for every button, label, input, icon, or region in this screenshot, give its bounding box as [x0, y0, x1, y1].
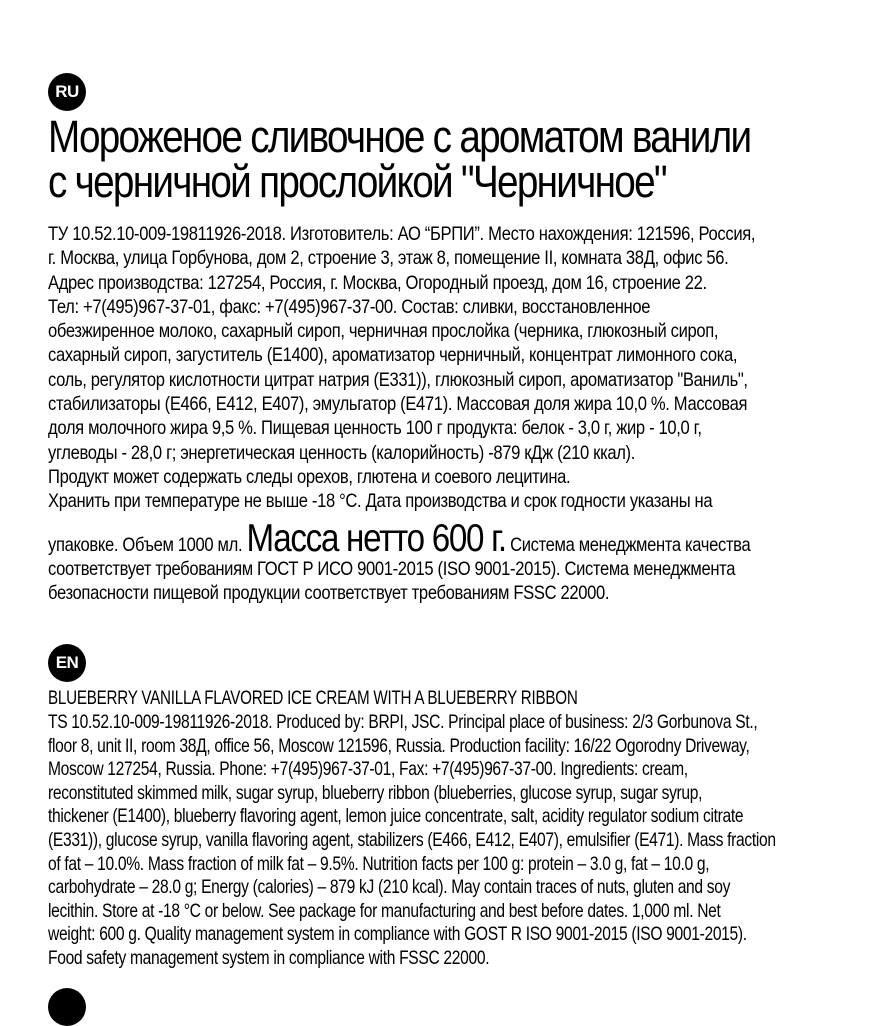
en-body-line: (E331)), glucose syrup, vanilla flavoring agent, stabilizers (E466, E412, E407), emulsifier (E471). Mass fraction [48, 828, 776, 851]
ru-language-badge: RU [48, 73, 86, 111]
ru-title-line-2: с черничной прослойкой "Черничное" [48, 156, 666, 207]
en-body-line: Food safety management system in compliance with FSSC 22000. [48, 946, 490, 969]
en-body-line: TS 10.52.10-009-19811926-2018. Produced by: BRPI, JSC. Principal place of business: 2/3 Gorbunova St., [48, 711, 758, 733]
ru-title-line-1: Мороженое сливочное с ароматом ванили [48, 111, 751, 162]
ru-tail-line: соответствует требованиям ГОСТ Р ИСО 9001-2015 (ISO 9001-2015). Система менеджмента [48, 557, 736, 580]
en-description [48, 711, 892, 971]
ru-body-line: доля молочного жира 9,5 %. Пищевая ценность 100 г продукта: белок - 3,0 г, жир - 10,0 г, [48, 417, 702, 440]
ru-body-line: Продукт может содержать следы орехов, глютена и соевого лецитина. [48, 465, 571, 488]
ru-volume-line [48, 516, 890, 560]
en-body-line: weight: 600 g. Quality management system in compliance with GOST R ISO 9001-2015 (ISO 9001-2015). [48, 923, 747, 946]
ru-body-line: соль, регулятор кислотности цитрат натрия (E331)), глюкозный сироп, ароматизатор "Ваниль", [48, 368, 748, 391]
ru-body-line: обезжиренное молоко, сахарный сироп, черничная прослойка (черника, глюкозный сироп, [48, 320, 719, 343]
ru-body-line: Хранить при температуре не выше -18 °С. Дата производства и срок годности указаны на [48, 490, 713, 513]
next-language-badge [48, 988, 86, 1026]
ru-body-line: Тел: +7(495)967-37-01, факс: +7(495)967-37-00. Состав: сливки, восстановленное [48, 295, 651, 318]
en-body-line: of fat – 10.0%. Mass fraction of milk fat – 9.5%. Nutrition facts per 100 g: protein – 3.0 g, fat – 10.0 g, [48, 852, 710, 875]
ru-volume-suffix: Система менеджмента качества [505, 533, 751, 556]
en-body-line: reconstituted skimmed milk, sugar syrup, blueberry ribbon (blueberries, glucose syrup, sugar syrup, [48, 781, 703, 804]
en-product-title: BLUEBERRY VANILLA FLAVORED ICE CREAM WITH A BLUEBERRY RIBBON [48, 688, 578, 709]
en-body-line: Moscow 127254, Russia. Phone: +7(495)967-37-01, Fax: +7(495)967-37-00. Ingredients: cream, [48, 758, 688, 781]
ru-net-weight: Масса нетто 600 г. [246, 516, 506, 560]
ru-body-line: Адрес производства: 127254, Россия, г. Москва, Огородный проезд, дом 16, строение 22. [48, 271, 707, 294]
ru-body-line: углеводы - 28,0 г; энергетическая ценность (калорийность) -879 кДж (210 ккал). [48, 441, 636, 464]
en-body-line: lecithin. Store at -18 °C or below. See package for manufacturing and best before dates. 1,000 ml. Net [48, 899, 721, 922]
en-body-line: carbohydrate – 28.0 g; Energy (calories) – 879 kJ (210 kcal). May contain traces of nuts, gluten and soy [48, 876, 731, 899]
ru-volume-prefix: упаковке. Объем 1000 мл. [48, 533, 247, 556]
ru-body-line: ТУ 10.52.10-009-19811926-2018. Изготовитель: АО “БРПИ”. Место нахождения: 121596, Россия, [48, 223, 756, 245]
en-body-line: floor 8, unit II, room 38Д, office 56, Moscow 121596, Russia. Production facility: 16/22 Ogorodny Driveway, [48, 734, 750, 757]
en-language-badge: EN [48, 644, 86, 682]
ru-body-line: стабилизаторы (E466, E412, E407), эмульгатор (E471). Массовая доля жира 10,0 %. Массовая [48, 393, 748, 416]
ru-body-line: г. Москва, улица Горбунова, дом 2, строение 3, этаж 8, помещение II, комната 38Д, офис 56. [48, 247, 729, 270]
ru-body-line: сахарный сироп, загуститель (E1400), ароматизатор черничный, концентрат лимонного сока, [48, 344, 738, 367]
ru-product-title [48, 111, 774, 207]
ru-description [48, 222, 890, 605]
ru-tail-line: безопасности пищевой продукции соответствует требованиям FSSC 22000. [48, 582, 610, 605]
en-body-line: thickener (E1400), blueberry flavoring agent, lemon juice concentrate, salt, acidity regulator sodium citrate [48, 805, 744, 828]
